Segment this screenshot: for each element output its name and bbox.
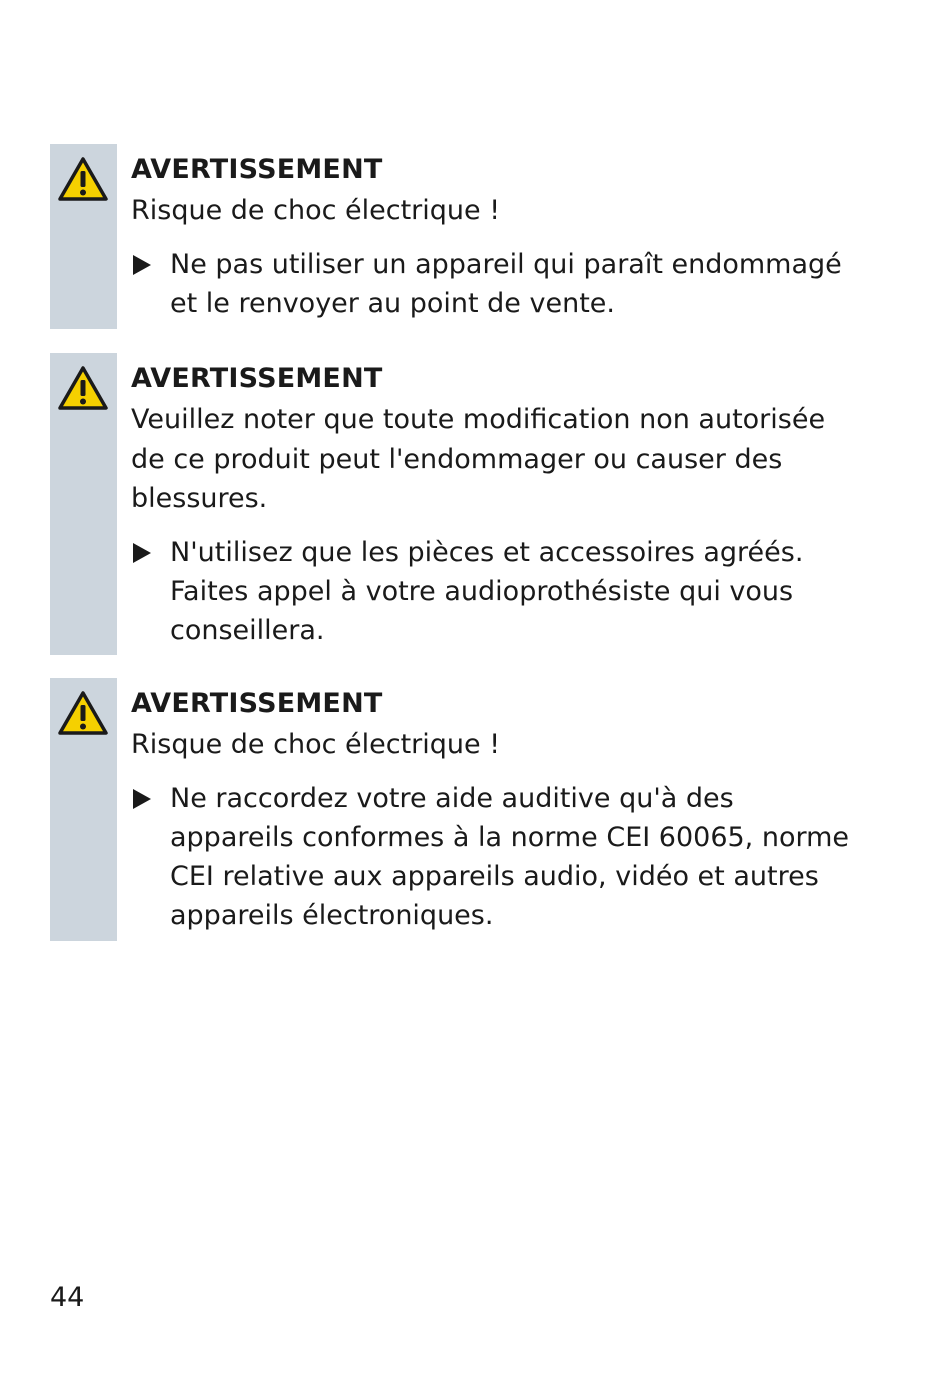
warning-message: Risque de choc électrique ! [131, 195, 501, 226]
warning-content [131, 150, 850, 323]
warning-triangle-icon [57, 156, 109, 202]
warning-action [131, 533, 850, 650]
warning-heading: AVERTISSEMENT [131, 154, 383, 185]
warning-message: Risque de choc électrique ! [131, 729, 501, 760]
arrow-right-icon [133, 255, 151, 275]
warning-content [131, 684, 850, 935]
warning-block [50, 353, 850, 655]
warning-message: Veuillez noter que toute modification non autorisée de ce produit peut l'endommager ou causer des blessures. [131, 404, 826, 514]
warning-action [131, 245, 850, 323]
warning-action-text: N'utilisez que les pièces et accessoires agréés. Faites appel à votre audioprothésiste qui vous conseillera. [170, 536, 804, 646]
warning-content [131, 359, 850, 650]
warning-action-text: Ne pas utiliser un appareil qui paraît endommagé et le renvoyer au point de vente. [170, 248, 842, 319]
warning-heading: AVERTISSEMENT [131, 688, 383, 719]
warning-triangle-icon [57, 365, 109, 411]
warning-block [50, 678, 850, 941]
warning-action [131, 779, 850, 935]
page-number: 44 [50, 1282, 85, 1313]
warning-block [50, 144, 850, 329]
arrow-right-icon [133, 789, 151, 809]
warning-heading: AVERTISSEMENT [131, 363, 383, 394]
warning-triangle-icon [57, 690, 109, 736]
arrow-right-icon [133, 543, 151, 563]
warning-action-text: Ne raccordez votre aide auditive qu'à des appareils conformes à la norme CEI 60065, norme CEI relative aux appareils audio, vidéo et autres appareils électroniques. [170, 782, 850, 931]
